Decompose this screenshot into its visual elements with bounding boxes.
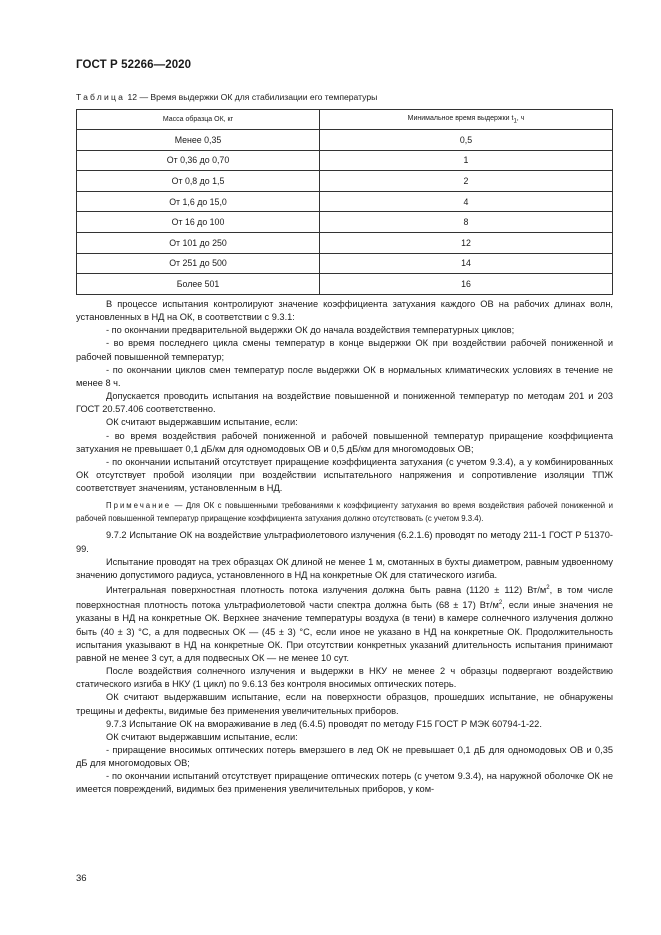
table-row <box>77 150 613 171</box>
time-cell: 1 <box>320 150 613 171</box>
paragraph: ОК считают выдержавшим испытание, если: <box>106 731 298 742</box>
time-cell: 2 <box>320 171 613 192</box>
header-time: Минимальное время выдержки $t_1$, ч <box>320 110 613 130</box>
page-number: 36 <box>76 873 87 884</box>
list-item: - по окончании предварительной выдержки ОК до начала воздействия температурных циклов; <box>106 325 515 336</box>
table-caption <box>76 92 377 102</box>
mass-cell: Менее 0,35 <box>77 130 320 151</box>
paragraph: Допускается проводить испытания на воздействие повышенной и пониженной температур по методам 201 и 203 ГОСТ 20.57.406 соответственно. <box>76 391 613 415</box>
table-row <box>77 253 613 274</box>
mass-cell: От 101 до 250 <box>77 232 320 253</box>
table-row <box>77 212 613 233</box>
list-item: - по окончании испытаний отсутствует приращение оптических потерь (с учетом 9.3.4), на наружной оболочке ОК не имеется повреждений, видимых без применения увеличительных приборов, у ком- <box>76 771 613 795</box>
table-row <box>77 274 613 295</box>
mass-cell: От 1,6 до 15,0 <box>77 191 320 212</box>
note-text: — Для ОК с повышенными требованиями к коэффициенту затухания во время воздействия рабочей пониженной и рабочей повышенной температур приращение коэффициента затухания должно отсутствовать (с учетом 9.3.4). <box>76 501 614 524</box>
note <box>76 499 613 525</box>
table-caption-title: — Время выдержки ОК для стабилизации его температуры <box>139 92 378 102</box>
mass-cell: От 0,8 до 1,5 <box>77 171 320 192</box>
mass-cell: От 0,36 до 0,70 <box>77 150 320 171</box>
paragraph: ОК считают выдержавшим испытание, если: <box>106 417 298 428</box>
list-item: - во время последнего цикла смены температур в конце выдержки ОК при воздействии рабочей пониженной и рабочей повышенной температур; <box>76 338 613 362</box>
list-item: - по окончании циклов смен температур после выдержки ОК в нормальных климатических условиях в течение не менее 8 ч. <box>76 364 613 388</box>
list-item: - по окончании испытаний отсутствует приращение коэффициента затухания (с учетом 9.3.4), а у комбинированных ОК отсутствует пробой изоляции при воздействии испытательного напряжения и сопротивление изоляции ТПЖ соответствует значениям, установленным в НД. <box>76 456 613 494</box>
section-heading-9-7-2: 9.7.2 Испытание ОК на воздействие ультрафиолетового излучения (6.2.1.6) проводят по методу 211-1 ГОСТ Р 51370-99. <box>76 530 613 554</box>
time-cell: 14 <box>320 253 613 274</box>
note-label: Примечание <box>106 501 172 511</box>
table-caption-label: Таблица <box>76 92 126 102</box>
table-row <box>77 191 613 212</box>
list-item: - приращение вносимых оптических потерь вмерзшего в лед ОК не превышает 0,1 дБ для одномодовых ОВ и 0,35 дБ для многомодовых ОВ; <box>76 745 613 769</box>
mass-cell: От 16 до 100 <box>77 212 320 233</box>
table-row <box>77 171 613 192</box>
header-mass: Масса образца ОК, кг <box>77 110 320 130</box>
paragraph: ОК считают выдержавшим испытание, если на поверхности образцов, прошедших испытание, не обнаружены трещины и дефекты, видимые без применения увеличительных приборов. <box>76 692 613 716</box>
holding-time-table <box>76 109 613 295</box>
paragraph: В процессе испытания контролируют значение коэффициента затухания каждого ОВ на рабочих длинах волн, установленных в НД на ОК, в соответствии с 9.3.1: <box>76 299 613 323</box>
table-row <box>77 130 613 151</box>
table-caption-number: 12 <box>127 92 138 102</box>
irradiance-paragraph: Интегральная поверхностная плотность потока излучения должна быть равна (1120 ± 112) $Вт/м^2$, в том числе поверхностная плотность потока ультрафиолетовой части спектра должна быть (68 ± 17) $Вт/м^2$, если иные значения не указаны в НД на конкретные ОК. Верхнее значение температуры воздуха (в тени) в камере солнечного излучения должно быть (40 ± 3) °С, а для подвесных ОК — (45 ± 3) °С, если иное не указано в НД на конкретные ОК. Продолжительность испытания указывают в НД на конкретные ОК. При отсутствии конкретных указаний длительность испытания принимают равной не менее 3 сут, а для подвесных ОК — не менее 10 сут. <box>76 584 614 663</box>
paragraph: После воздействия солнечного излучения и выдержки в НКУ не менее 2 ч образцы подвергают воздействию статического изгиба в НКУ (1 цикл) по 9.6.13 без контроля вносимых оптических потерь. <box>76 666 613 690</box>
time-cell: 4 <box>320 191 613 212</box>
time-cell: 8 <box>320 212 613 233</box>
time-cell: 16 <box>320 274 613 295</box>
standard-header: ГОСТ Р 52266—2020 <box>76 59 192 71</box>
mass-cell: От 251 до 500 <box>77 253 320 274</box>
mass-cell: Более 501 <box>77 274 320 295</box>
list-item: - во время воздействия рабочей пониженной и рабочей повышенной температур приращение коэффициента затухания не превышает 0,1 дБ/км для одномодовых ОВ и 0,5 дБ/км для многомодовых ОВ; <box>76 430 613 454</box>
table-header-row <box>77 110 613 130</box>
time-cell: 0,5 <box>320 130 613 151</box>
table-row <box>77 232 613 253</box>
body-text <box>76 298 613 797</box>
time-cell: 12 <box>320 232 613 253</box>
paragraph: Испытание проводят на трех образцах ОК длиной не менее 1 м, смотанных в бухты диаметром, равным удвоенному значению допустимого радиуса, установленного в НД на конкретные ОК для статического изгиба. <box>76 556 613 580</box>
section-heading-9-7-3: 9.7.3 Испытание ОК на вмораживание в лед (6.4.5) проводят по методу F15 ГОСТ Р МЭК 60794-1-22. <box>106 718 542 729</box>
